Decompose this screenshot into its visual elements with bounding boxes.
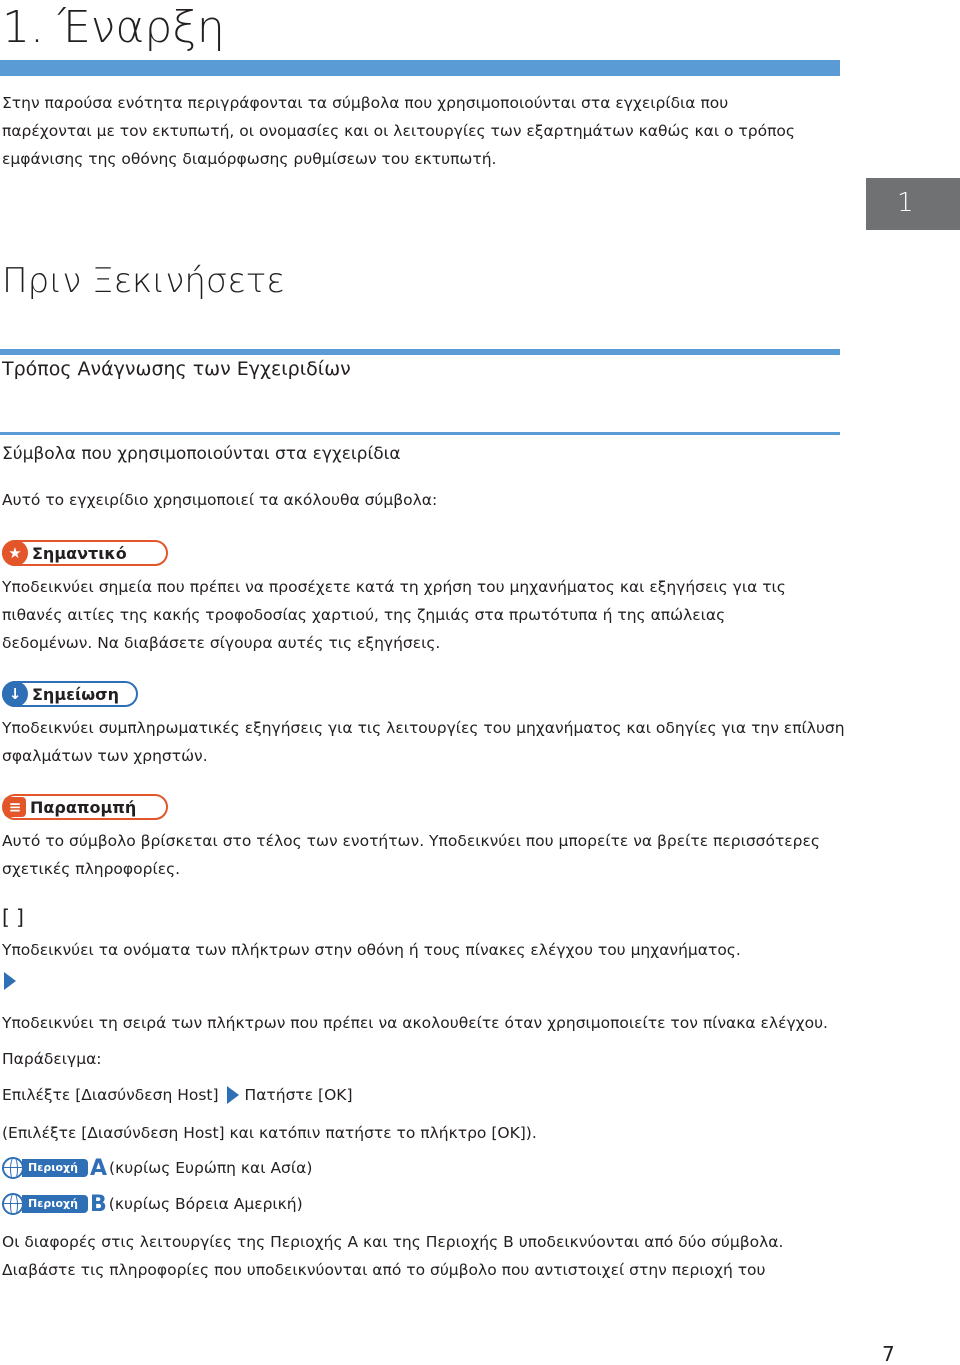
reference-label: Παραπομπή xyxy=(30,797,137,817)
chapter-intro: Στην παρούσα ενότητα περιγράφονται τα σύμβολα που χρησιμοποιούνται στα εγχειρίδια που παρέχονται με τον εκτυπωτή, οι ονομασίες και οι λειτουργίες των εξαρτημάτων καθώς και ο τρόπος εμφάνισης της οθόνης διαμόρφωσης ρυθμίσεων του εκτυπωτή. xyxy=(2,94,795,168)
side-tab-number: 1 xyxy=(897,188,914,218)
region-a-letter: A xyxy=(89,1155,108,1181)
example-explained: (Επιλέξτε [Διασύνδεση Host] και κατόπιν πατήστε το πλήκτρο [OK]). xyxy=(2,1124,537,1142)
sequence-arrow-icon xyxy=(227,1086,239,1104)
star-icon: ★ xyxy=(2,540,28,566)
reference-badge xyxy=(2,794,168,820)
note-label: Σημείωση xyxy=(32,684,119,704)
example-step-1: Επιλέξτε [Διασύνδεση Host] xyxy=(2,1086,219,1104)
region-a-marker xyxy=(2,1155,312,1181)
down-arrow-icon: ↓ xyxy=(2,681,28,707)
document-icon: ≡ xyxy=(4,797,26,817)
note-text: Υποδεικνύει συμπληρωματικές εξηγήσεις για τις λειτουργίες του μηχανήματος και οδηγίες για την επίλυση σφαλμάτων των χρηστών. xyxy=(2,719,845,765)
chapter-rule xyxy=(0,60,840,76)
region-b-letter: B xyxy=(89,1191,107,1217)
globe-icon xyxy=(2,1193,24,1215)
globe-icon xyxy=(2,1157,24,1179)
brackets-text: Υποδεικνύει τα ονόματα των πλήκτρων στην οθόνη ή τους πίνακες ελέγχου του μηχανήματος. xyxy=(2,941,741,959)
example-step-2: Πατήστε [OK] xyxy=(244,1086,353,1104)
brackets-symbol: [ ] xyxy=(2,905,24,929)
region-b-text: (κυρίως Βόρεια Αμερική) xyxy=(108,1195,303,1213)
subsection-title: Τρόπος Ανάγνωσης των Εγχειριδίων xyxy=(2,358,351,380)
reference-text: Αυτό το σύμβολο βρίσκεται στο τέλος των ενοτήτων. Υποδεικνύει που μπορείτε να βρείτε περισσότερες σχετικές πληροφορίες. xyxy=(2,832,820,878)
lead-paragraph: Αυτό το εγχειρίδιο χρησιμοποιεί τα ακόλουθα σύμβολα: xyxy=(2,491,438,509)
arrow-symbol-icon xyxy=(4,972,16,990)
region-b-marker xyxy=(2,1191,303,1217)
important-label: Σημαντικό xyxy=(32,543,127,563)
subsubsection-title: Σύμβολα που χρησιμοποιούνται στα εγχειρίδια xyxy=(2,444,401,464)
region-a-tag: Περιοχή xyxy=(22,1159,88,1177)
example-sequence xyxy=(2,1081,852,1109)
region-a-text: (κυρίως Ευρώπη και Ασία) xyxy=(109,1159,313,1177)
region-explanation: Οι διαφορές στις λειτουργίες της Περιοχής A και της Περιοχής B υποδεικνύονται από δύο σύμβολα. Διαβάστε τις πληροφορίες που υποδεικνύονται από το σύμβολο που αντιστοιχεί στην περιοχή του xyxy=(2,1233,784,1279)
chapter-side-tab xyxy=(866,178,960,230)
subsubsection-rule xyxy=(0,432,840,435)
section-title: Πριν Ξεκινήσετε xyxy=(2,261,285,301)
example-label: Παράδειγμα: xyxy=(2,1050,102,1068)
page-number: 7 xyxy=(882,1342,895,1365)
region-b-tag: Περιοχή xyxy=(22,1195,88,1213)
important-text: Υποδεικνύει σημεία που πρέπει να προσέχετε κατά τη χρήση του μηχανήματος και εξηγήσεις για τις πιθανές αιτίες της κακής τροφοδοσίας χαρτιού, της ζημιάς στα πρωτότυπα ή της απώλειας δεδομένων. Να διαβάσετε σίγουρα αυτές τις εξηγήσεις. xyxy=(2,578,786,652)
chapter-title: 1. Έναρξη xyxy=(2,2,225,53)
arrow-text: Υποδεικνύει τη σειρά των πλήκτρων που πρέπει να ακολουθείτε όταν χρησιμοποιείτε τον πίνακα ελέγχου. xyxy=(2,1014,828,1032)
note-badge xyxy=(2,681,138,707)
important-badge xyxy=(2,540,168,566)
